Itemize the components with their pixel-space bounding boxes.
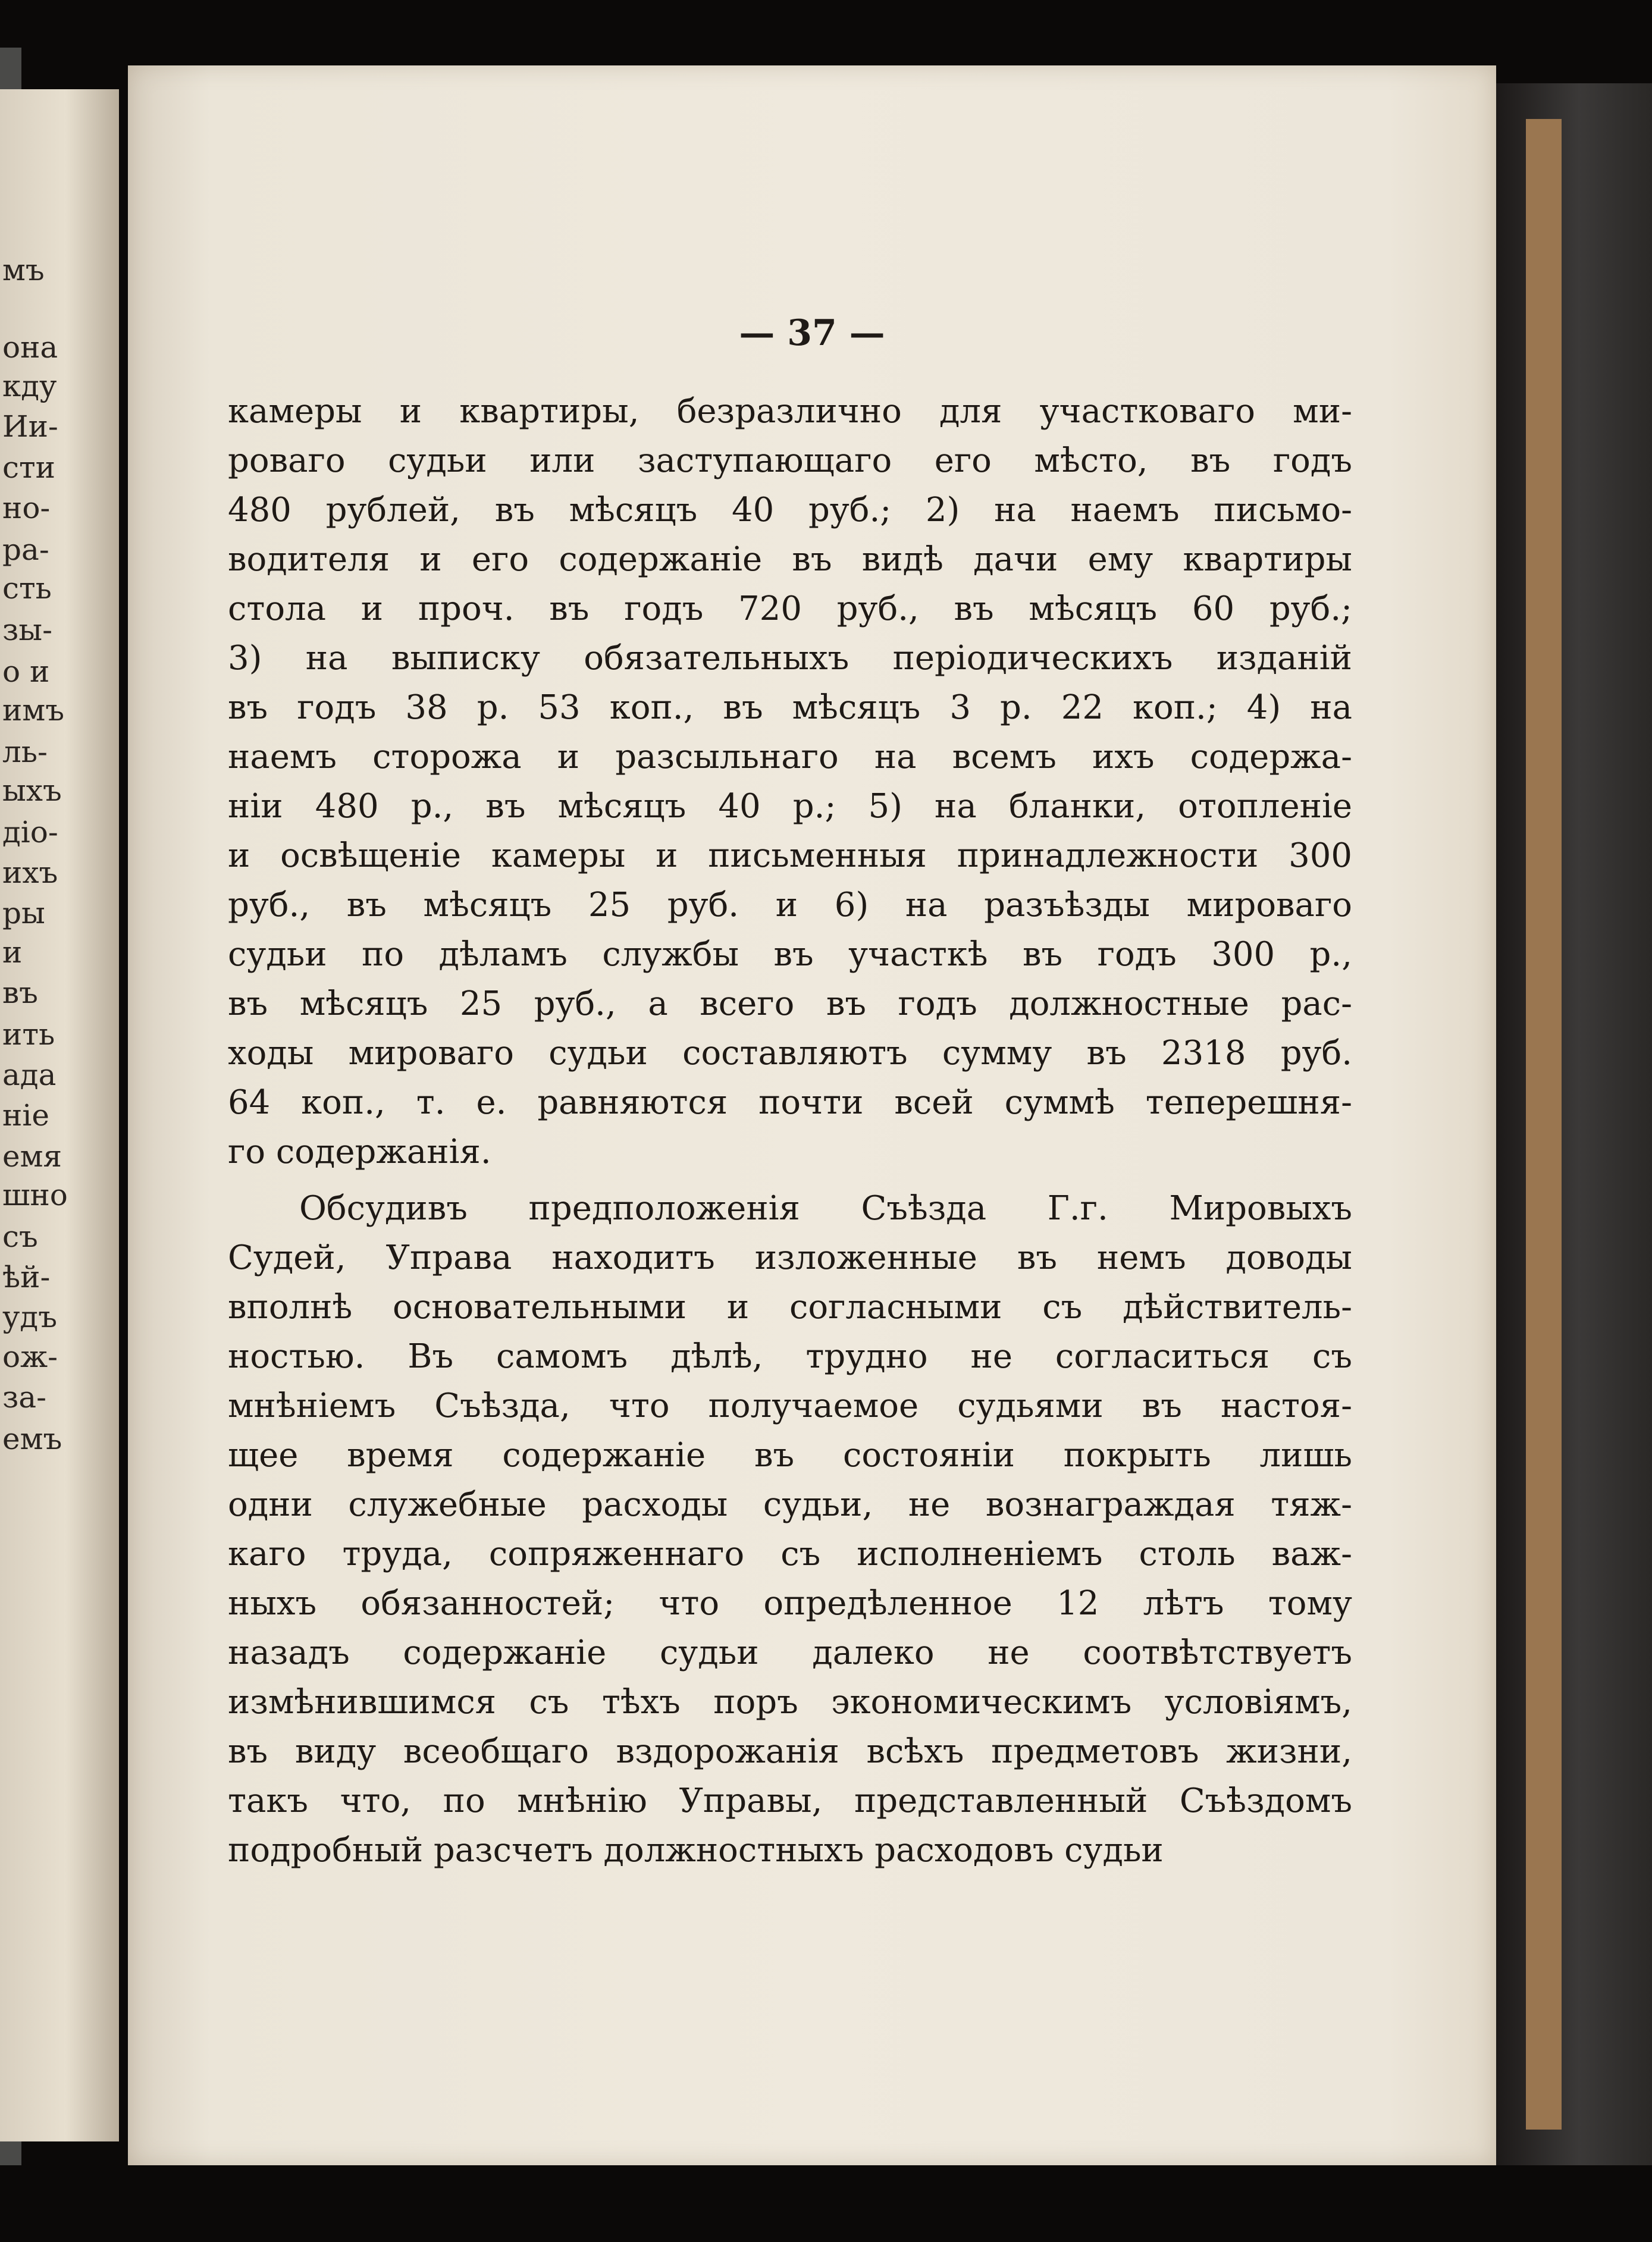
left-page-fragment: ра- — [2, 532, 49, 567]
left-page-fragment: шно — [2, 1178, 68, 1212]
text-line: судьи по дѣламъ службы въ участкѣ въ годъ 300 р., — [228, 935, 1352, 974]
left-page-fragment: ніе — [2, 1098, 49, 1133]
text-line: го содержанія. — [228, 1133, 491, 1171]
text-line: назадъ содержаніе судьи далеко не соотвѣтствуетъ — [228, 1633, 1352, 1672]
text-line: въ годъ 38 р. 53 коп., въ мѣсяцъ 3 р. 22 коп.; 4) на — [228, 688, 1352, 727]
paragraph — [228, 387, 1352, 1177]
left-page-fragment: ыхъ — [2, 773, 62, 808]
text-line: ностью. Въ самомъ дѣлѣ, трудно не согласиться съ — [228, 1337, 1352, 1376]
paragraph — [228, 1184, 1352, 1875]
left-page-fragment: ихъ — [2, 855, 58, 890]
paragraph-gap — [228, 1177, 1352, 1184]
left-page-fragment: емъ — [2, 1422, 62, 1456]
text-line: камеры и квартиры, безразлично для участковаго ми- — [228, 392, 1352, 431]
book-page — [128, 65, 1496, 2165]
text-line: подробный разсчетъ должностныхъ расходовъ судьи — [228, 1831, 1164, 1870]
left-page-fragment: зы- — [2, 613, 52, 647]
text-line: каго труда, сопряженнаго съ исполненіемъ столь важ- — [228, 1535, 1352, 1573]
text-line: и освѣщеніе камеры и письменныя принадлежности 300 — [228, 836, 1352, 875]
text-line: ходы мироваго судьи составляютъ сумму въ 2318 руб. — [228, 1034, 1352, 1073]
text-line: щее время содержаніе въ состояніи покрыть лишь — [228, 1436, 1352, 1475]
text-line: роваго судьи или заступающаго его мѣсто, въ годъ — [228, 441, 1352, 480]
text-line: водителя и его содержаніе въ видѣ дачи ему квартиры — [228, 540, 1352, 579]
left-page-fragment: сти — [2, 450, 55, 485]
left-page-fragment: ить — [2, 1017, 55, 1052]
text-line: 3) на выписку обязательныхъ періодическихъ изданій — [228, 639, 1352, 678]
text-line: мнѣніемъ Съѣзда, что получаемое судьями въ настоя- — [228, 1387, 1352, 1425]
text-line: Судей, Управа находитъ изложенные въ немъ доводы — [228, 1238, 1352, 1277]
text-line: одни служебные расходы судьи, не вознаграждая тяж- — [228, 1485, 1352, 1524]
text-line: измѣнившимся съ тѣхъ поръ экономическимъ условіямъ, — [228, 1683, 1352, 1722]
left-page-fragment: но- — [2, 491, 51, 525]
text-line: въ виду всеобщаго вздорожанія всѣхъ предметовъ жизни, — [228, 1732, 1352, 1771]
left-page-fragment: кду — [2, 369, 57, 403]
body-text — [228, 387, 1352, 1875]
text-line: такъ что, по мнѣнію Управы, представленный Съѣздомъ — [228, 1782, 1352, 1820]
left-page-fragment: сть — [2, 571, 52, 606]
left-page-fragment: мъ — [2, 253, 45, 287]
right-book-cover — [1490, 83, 1652, 2165]
left-page-fragment: ль- — [2, 735, 48, 769]
text-line: стола и проч. въ годъ 720 руб., въ мѣсяцъ 60 руб.; — [228, 589, 1352, 628]
text-line: ныхъ обязанностей; что опредѣленное 12 лѣтъ тому — [228, 1584, 1352, 1623]
text-line: руб., въ мѣсяцъ 25 руб. и 6) на разъѣзды мироваго — [228, 886, 1352, 924]
text-line: въ мѣсяцъ 25 руб., а всего въ годъ должностные рас- — [228, 984, 1352, 1023]
text-line: 480 рублей, въ мѣсяцъ 40 руб.; 2) на наемъ письмо- — [228, 491, 1352, 529]
page-number: — 37 — — [739, 312, 885, 354]
right-cover-edge — [1526, 119, 1562, 2130]
left-page-fragment: дio- — [2, 815, 58, 849]
left-page-fragment: она — [2, 330, 58, 365]
text-line: ніи 480 р., въ мѣсяцъ 40 р.; 5) на бланки, отопленіе — [228, 787, 1352, 826]
left-page-fragment: въ — [2, 976, 38, 1010]
text-line: 64 коп., т. е. равняются почти всей суммѣ теперешня- — [228, 1083, 1352, 1122]
left-page-fragment: о и — [2, 654, 50, 689]
left-page-fragment: ры — [2, 896, 45, 930]
text-line: Обсудивъ предположенія Съѣзда Г.г. Мировыхъ — [299, 1189, 1352, 1228]
text-line: наемъ сторожа и разсыльнаго на всемъ ихъ содержа- — [228, 738, 1352, 776]
left-page-fragment: ѣй- — [2, 1260, 51, 1294]
left-page-fragment: за- — [2, 1380, 46, 1415]
previous-page-sliver — [0, 89, 119, 2141]
left-page-fragment: и — [2, 935, 23, 970]
left-page-fragment: емя — [2, 1139, 62, 1174]
left-page-fragment: удъ — [2, 1300, 58, 1334]
left-page-fragment: съ — [2, 1219, 38, 1254]
left-page-fragment: ада — [2, 1058, 57, 1092]
left-page-fragment: имъ — [2, 693, 65, 728]
left-page-fragment: Ии- — [2, 409, 58, 444]
text-line: вполнѣ основательными и согласными съ дѣйствитель- — [228, 1288, 1352, 1327]
left-page-fragment: ож- — [2, 1340, 58, 1374]
